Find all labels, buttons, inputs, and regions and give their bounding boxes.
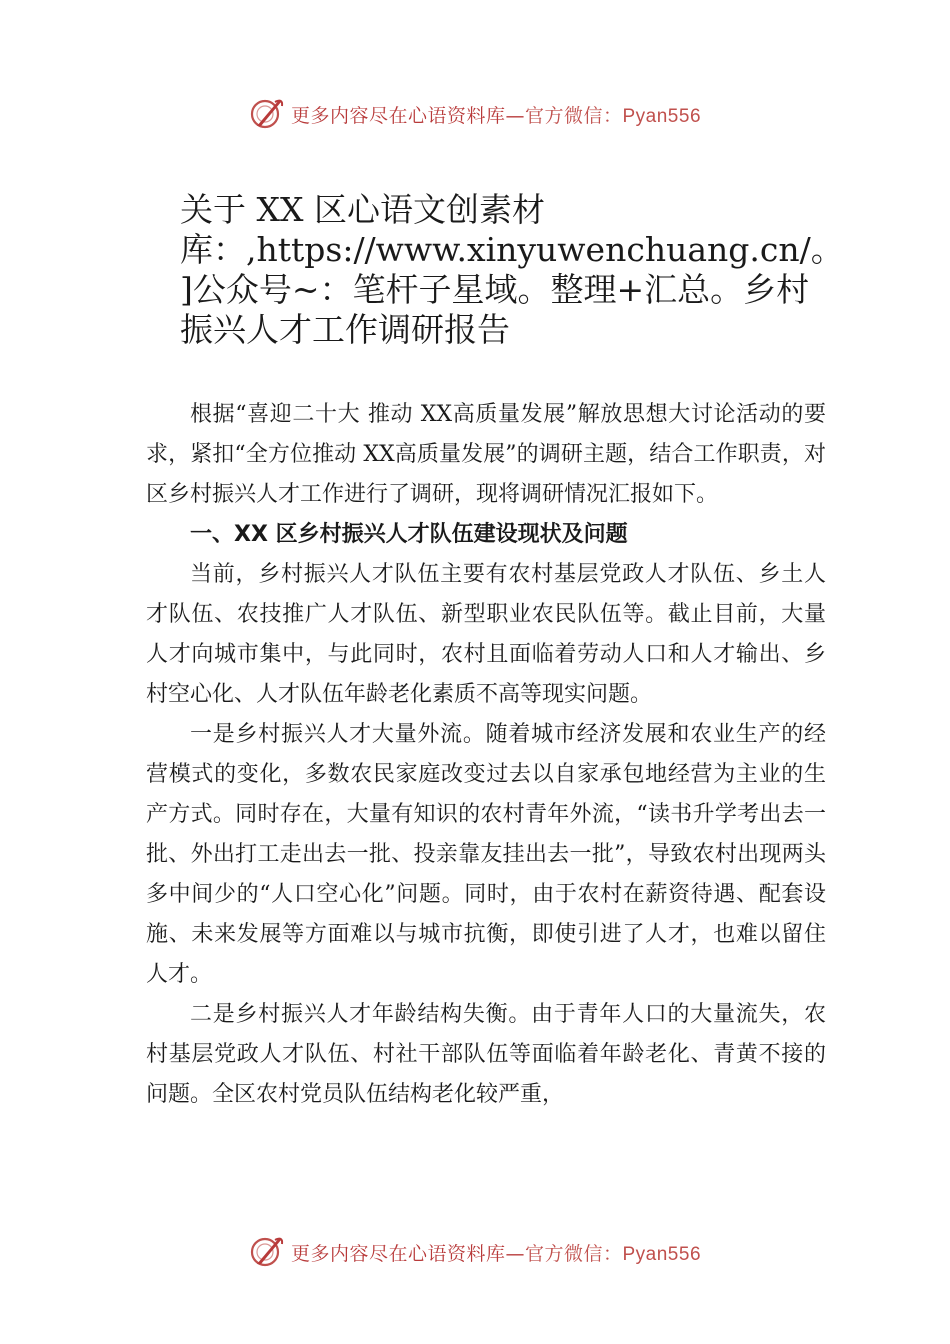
title-line: ]公众号~：笔杆子星域。整理+汇总。乡村 [180,270,810,309]
wechat-id: 官方微信：Pyan556 [525,105,702,127]
document-title [180,190,844,350]
document-body [146,395,826,1115]
body-paragraph: 二是乡村振兴人才年龄结构失衡。由于青年人口的大量流失，农村基层党政人才队伍、村社干部队伍等面临着年龄老化、青黄不接的问题。全区农村党员队伍结构老化较严重， [146,1002,826,1107]
footer-watermark-banner [0,1232,950,1272]
quill-logo-icon [249,1234,285,1270]
promo-text: 更多内容尽在心语资料库—官方微信：Pyan556 [290,1242,702,1265]
title-line: 库：,https://www.xinyuwenchuang.cn/。 [180,230,844,269]
wechat-id: 官方微信：Pyan556 [525,1243,702,1265]
title-line: 关于 XX 区心语文创素材 [180,190,545,229]
intro-paragraph: 根据“喜迎二十大 推动 XX高质量发展”解放思想大讨论活动的要求，紧扣“全方位推动 XX高质量发展”的调研主题，结合工作职责，对区乡村振兴人才工作进行了调研，现将调研情况汇报如下。 [146,402,826,507]
promo-text: 更多内容尽在心语资料库—官方微信：Pyan556 [290,104,702,127]
quill-logo-icon [249,96,285,132]
header-watermark-banner [0,94,950,134]
section-heading: 一、XX 区乡村振兴人才队伍建设现状及问题 [190,522,628,547]
body-paragraph: 一是乡村振兴人才大量外流。随着城市经济发展和农业生产的经营模式的变化，多数农民家庭改变过去以自家承包地经营为主业的生产方式。同时存在，大量有知识的农村青年外流，“读书升学考出去一批、外出打工走出去一批、投亲靠友挂出去一批”，导致农村出现两头多中间少的“人口空心化”问题。同时，由于农村在薪资待遇、配套设施、未来发展等方面难以与城市抗衡，即使引进了人才，也难以留住人才。 [146,722,826,987]
title-line: 振兴人才工作调研报告 [180,310,510,349]
body-paragraph: 当前，乡村振兴人才队伍主要有农村基层党政人才队伍、乡土人才队伍、农技推广人才队伍、新型职业农民队伍等。截止目前，大量人才向城市集中，与此同时，农村且面临着劳动人口和人才输出、乡村空心化、人才队伍年龄老化素质不高等现实问题。 [146,562,826,707]
